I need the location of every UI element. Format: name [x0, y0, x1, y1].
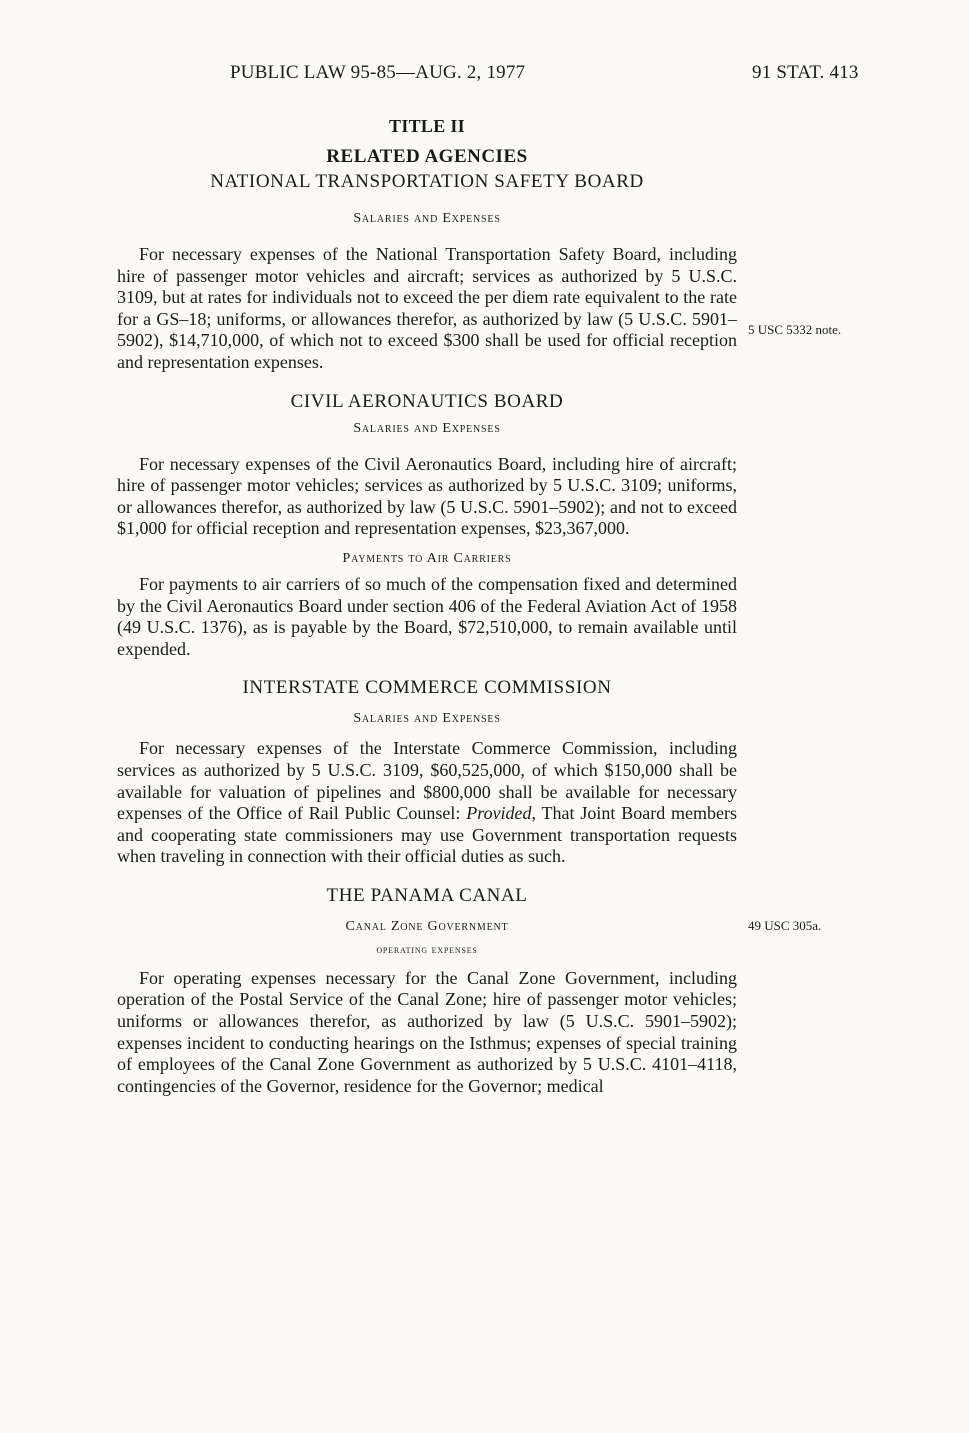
title-name: RELATED AGENCIES — [326, 146, 528, 167]
ntsb-heading: NATIONAL TRANSPORTATION SAFETY BOARD — [210, 171, 644, 192]
cab-heading: CIVIL AERONAUTICS BOARD — [290, 390, 564, 412]
icc-paragraph-before: For necessary expenses of the Interstate Commerce Commission, including services as authorized by 5 U.S.C. 3109, $60,525,000, of which $150,000 shall be available for valuation of pipelines and $800,000 shall be available for necessary expenses of the Office of Rail Public Counsel: — [117, 738, 737, 824]
icc-paragraph-proviso: Provided — [466, 803, 532, 824]
cab-subheading: Salaries and Expenses — [353, 420, 501, 436]
margin-note-icc: 49 USC 305a. — [748, 918, 822, 933]
body-column — [117, 114, 737, 1097]
ntsb-paragraph: For necessary expenses of the National Transportation Safety Board, including hire of passenger motor vehicles and aircraft; services as authorized by 5 U.S.C. 3109, but at rates for individuals not to exceed the per diem rate equivalent to the rate for a GS–18; uniforms, or allowances therefor, as authorized by law (5 U.S.C. 5901–5902), $14,710,000, of which not to exceed $300 shall be used for official reception and representation expenses. — [117, 244, 737, 372]
margin-note-ntsb: 5 USC 5332 note. — [748, 322, 842, 337]
panama-subsubheading: operating expenses — [376, 943, 478, 956]
cab-paragraph: For necessary expenses of the Civil Aeronautics Board, including hire of aircraft; hire of passenger motor vehicles; services as authorized by 5 U.S.C. 3109; uniforms, or allowances therefor, as authorized by law (5 U.S.C. 5901–5902); and not to exceed $1,000 for official reception and representation expenses, $23,367,000. — [117, 453, 737, 539]
running-head: PUBLIC LAW 95-85—AUG. 2, 1977 — [230, 62, 526, 83]
cab-subheading-2: Payments to Air Carriers — [342, 550, 512, 566]
panama-heading: THE PANAMA CANAL — [326, 884, 528, 906]
panama-paragraph: For operating expenses necessary for the Canal Zone Government, including operation of the Postal Service of the Canal Zone; hire of passenger motor vehicles; uniforms or allowances therefor, as authorized by law (5 U.S.C. 5901–5902); expenses incident to conducting hearings on the Isthmus; expenses of special training of employees of the Canal Zone Government as authorized by 5 U.S.C. 4101–4118, contingencies of the Governor, residence for the Governor; medical — [117, 967, 737, 1096]
title-number: TITLE II — [389, 116, 465, 136]
icc-heading: INTERSTATE COMMERCE COMMISSION — [242, 677, 612, 699]
cab-paragraph-2: For payments to air carriers of so much of the compensation fixed and determined by the Civil Aeronautics Board under section 406 of the Federal Aviation Act of 1958 (49 U.S.C. 1376), as is payable by the Board, $72,510,000, to remain available until expended. — [117, 573, 737, 659]
panama-subheading: Canal Zone Government — [345, 918, 509, 934]
icc-paragraph-after: , That Joint Board members and cooperating state commissioners may use Government transportation requests when traveling in connection with their official duties as such. — [117, 803, 737, 867]
icc-paragraph — [117, 738, 737, 868]
stat-page-number: 91 STAT. 413 — [752, 62, 859, 83]
ntsb-subheading: Salaries and Expenses — [353, 211, 501, 226]
icc-subheading: Salaries and Expenses — [353, 711, 501, 727]
